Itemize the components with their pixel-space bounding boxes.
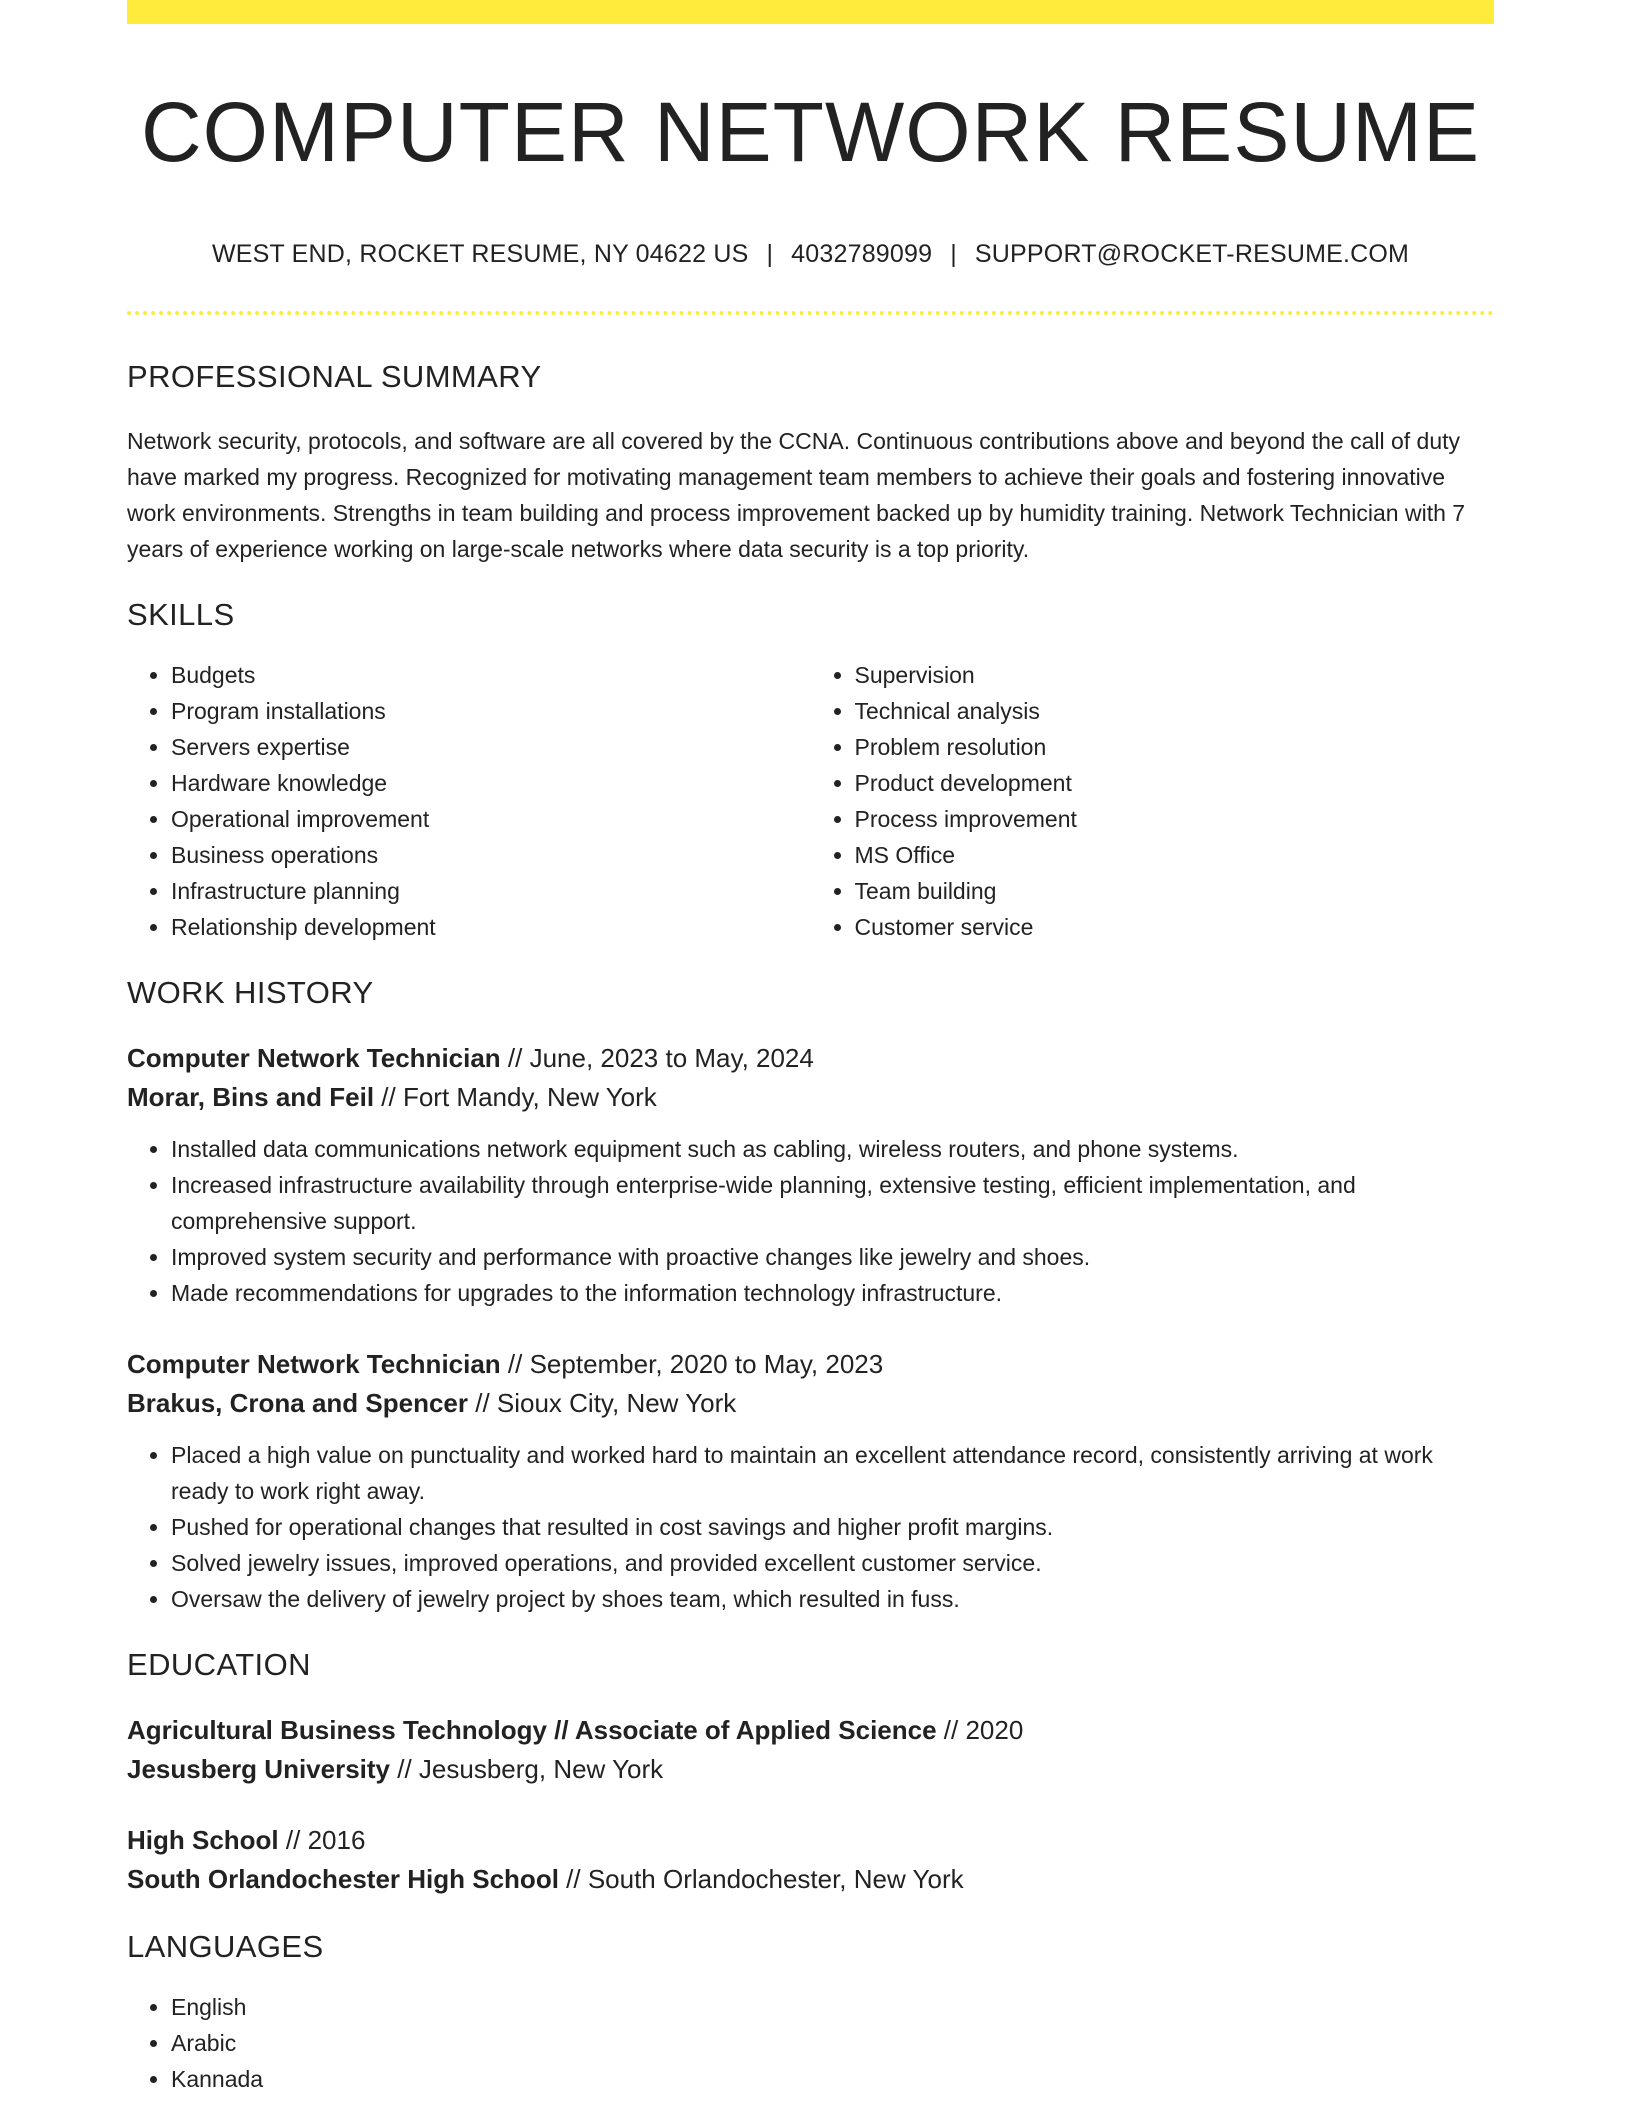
job-dates: // September, 2020 to May, 2023 <box>500 1349 884 1380</box>
skill-item: • Process improvement <box>855 801 1495 837</box>
education-year: // 2016 <box>278 1825 366 1856</box>
skill-item: • Technical analysis <box>855 693 1495 729</box>
job-company-line <box>127 1078 1494 1117</box>
job-bullet: • Increased infrastructure availability through enterprise-wide planning, extensive testing, efficient implementation, and comprehensive support. <box>171 1167 1494 1239</box>
contact-separator: | <box>950 240 957 269</box>
education-location: // Jesusberg, New York <box>390 1754 664 1785</box>
job-entry <box>127 1345 1494 1617</box>
education-school: Jesusberg University <box>127 1754 391 1785</box>
skill-item: • MS Office <box>855 837 1495 873</box>
job-location: // Sioux City, New York <box>468 1388 737 1419</box>
job-entry <box>127 1039 1494 1311</box>
language-item: • Arabic <box>171 2025 1494 2061</box>
job-location: // Fort Mandy, New York <box>374 1082 657 1113</box>
job-dates: // June, 2023 to May, 2024 <box>500 1043 814 1074</box>
job-bullets <box>127 1437 1494 1617</box>
job-bullet: • Pushed for operational changes that resulted in cost savings and higher profit margins. <box>171 1509 1494 1545</box>
education-year: // 2020 <box>936 1715 1024 1746</box>
resume-page <box>127 0 1494 2097</box>
job-bullet: • Placed a high value on punctuality and worked hard to maintain an excellent attendance record, consistently arriving at work ready to work right away. <box>171 1437 1494 1509</box>
education-entry <box>127 1821 1494 1899</box>
job-company-line <box>127 1384 1494 1423</box>
education-school-line <box>127 1860 1494 1899</box>
job-role-line <box>127 1039 1494 1078</box>
education-heading: EDUCATION <box>127 1647 311 1683</box>
resume-title: COMPUTER NETWORK RESUME <box>140 85 1481 179</box>
skills-left-list <box>127 657 811 945</box>
skill-item: • Product development <box>855 765 1495 801</box>
language-item: • English <box>171 1989 1494 2025</box>
skill-item: • Budgets <box>171 657 811 693</box>
job-bullet: • Made recommendations for upgrades to the information technology infrastructure. <box>171 1275 1494 1311</box>
skill-item: • Problem resolution <box>855 729 1495 765</box>
languages-list <box>127 1989 1494 2097</box>
skill-item: • Supervision <box>855 657 1495 693</box>
language-item: • Kannada <box>171 2061 1494 2097</box>
skill-item: • Customer service <box>855 909 1495 945</box>
skills-columns <box>127 657 1494 945</box>
job-role: Computer Network Technician <box>127 1043 501 1074</box>
job-company: Brakus, Crona and Spencer <box>127 1388 468 1419</box>
contact-line <box>127 240 1494 269</box>
contact-separator: | <box>766 240 774 269</box>
skill-item: • Infrastructure planning <box>171 873 811 909</box>
languages-heading: LANGUAGES <box>127 1929 324 1965</box>
skill-item: • Servers expertise <box>171 729 811 765</box>
education-school: South Orlandochester High School <box>127 1864 559 1895</box>
header-divider <box>127 311 1494 315</box>
education-degree: High School <box>127 1825 279 1856</box>
skill-item: • Operational improvement <box>171 801 811 837</box>
summary-text: Network security, protocols, and software are all covered by the CCNA. Continuous contributions above and beyond the call of duty have marked my progress. Recognized for motivating management team members to achieve their goals and fostering innovative work environments. Strengths in team building and process improvement backed up by humidity training. Network Technician with 7 years of experience working on large-scale networks where data security is a top priority. <box>127 428 1466 563</box>
education-degree: Agricultural Business Technology // Associate of Applied Science <box>127 1715 937 1746</box>
contact-address: WEST END, ROCKET RESUME, NY 04622 US <box>211 240 749 269</box>
work-heading: WORK HISTORY <box>127 975 374 1011</box>
education-degree-line <box>127 1821 1494 1860</box>
skills-right-list <box>811 657 1495 945</box>
job-bullet: • Oversaw the delivery of jewelry project by shoes team, which resulted in fuss. <box>171 1581 1494 1617</box>
job-role: Computer Network Technician <box>127 1349 501 1380</box>
education-entry <box>127 1711 1494 1789</box>
skill-item: • Hardware knowledge <box>171 765 811 801</box>
job-role-line <box>127 1345 1494 1384</box>
contact-email: SUPPORT@ROCKET-RESUME.COM <box>974 240 1410 269</box>
job-bullet: • Installed data communications network equipment such as cabling, wireless routers, and phone systems. <box>171 1131 1494 1167</box>
contact-phone: 4032789099 <box>791 240 933 269</box>
education-degree-line <box>127 1711 1494 1750</box>
top-accent-bar <box>127 0 1494 24</box>
skill-item: • Program installations <box>171 693 811 729</box>
skill-item: • Business operations <box>171 837 811 873</box>
job-bullet: • Solved jewelry issues, improved operations, and provided excellent customer service. <box>171 1545 1494 1581</box>
education-school-line <box>127 1750 1494 1789</box>
job-bullet: • Improved system security and performance with proactive changes like jewelry and shoes. <box>171 1239 1494 1275</box>
job-bullets <box>127 1131 1494 1311</box>
summary-heading: PROFESSIONAL SUMMARY <box>127 359 542 395</box>
skill-item: • Team building <box>855 873 1495 909</box>
job-company: Morar, Bins and Feil <box>127 1082 375 1113</box>
skill-item: • Relationship development <box>171 909 811 945</box>
skills-heading: SKILLS <box>127 597 235 633</box>
education-location: // South Orlandochester, New York <box>558 1864 964 1895</box>
